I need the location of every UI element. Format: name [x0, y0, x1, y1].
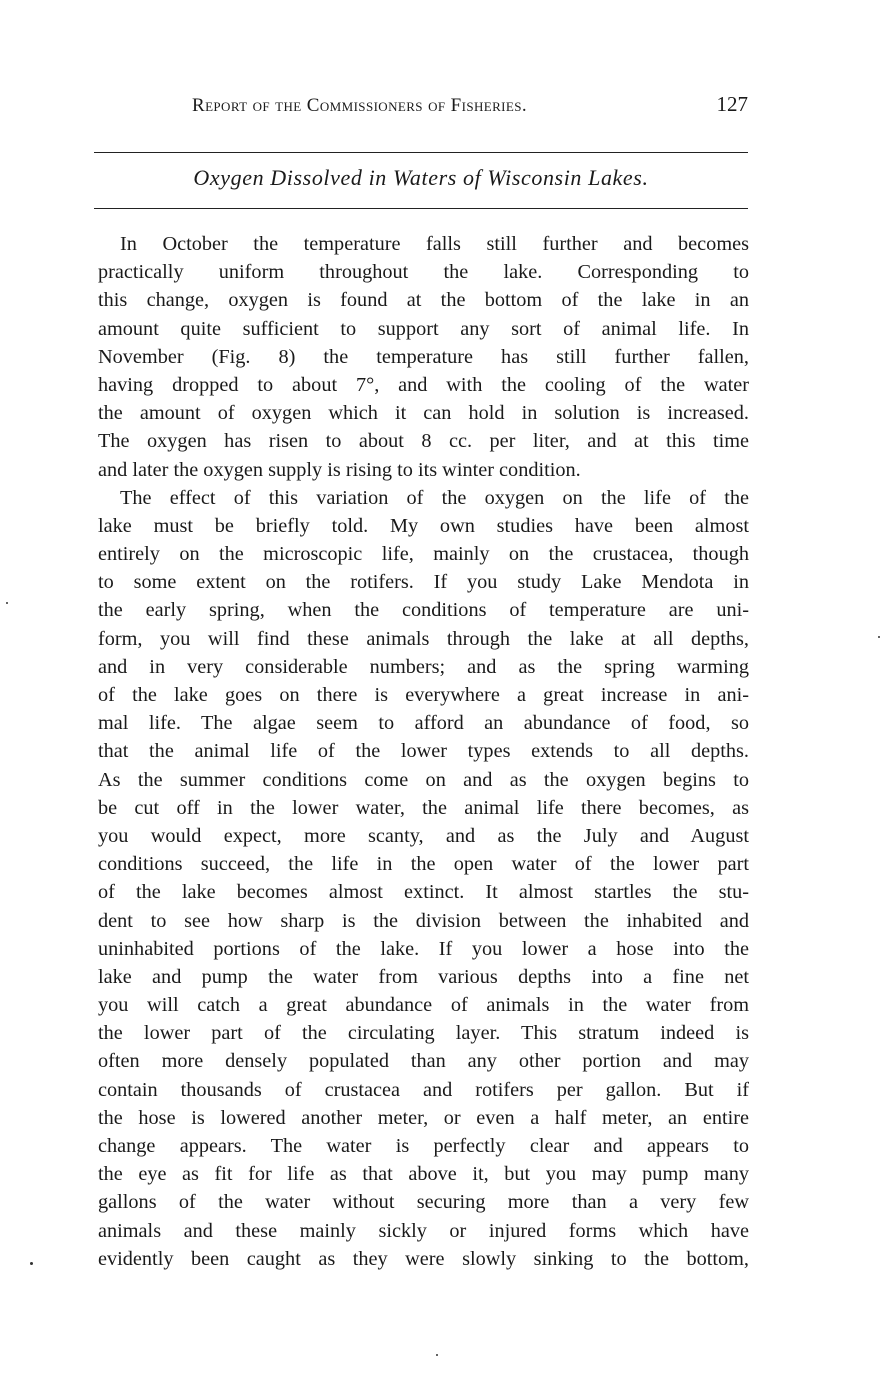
scan-speck — [30, 1262, 33, 1265]
text-line: the early spring, when the conditions of temperature are uni- — [98, 599, 749, 622]
text-line: the amount of oxygen which it can hold in solution is increased. — [98, 402, 749, 425]
page-number: 127 — [716, 92, 748, 116]
text-line: mal life. The algae seem to afford an abundance of food, so — [98, 712, 749, 735]
scan-speck — [6, 602, 8, 604]
text-line: As the summer conditions come on and as the oxygen begins to — [98, 768, 749, 791]
text-line: conditions succeed, the life in the open water of the lower part — [98, 853, 749, 876]
text-line: that the animal life of the lower types extends to all depths. — [98, 740, 749, 763]
text-line: the hose is lowered another meter, or even a half meter, an entire — [98, 1106, 749, 1129]
paragraph-2 — [98, 484, 749, 1273]
text-line: form, you will find these animals through the lake at all depths, — [98, 627, 749, 650]
text-line: and in very considerable numbers; and as the spring warming — [98, 655, 749, 678]
scan-speck — [878, 636, 880, 638]
text-line: of the lake goes on there is everywhere a great increase in ani- — [98, 684, 749, 706]
text-line: dent to see how sharp is the division between the inhabited and — [98, 909, 749, 932]
text-line: having dropped to about 7°, and with the cooling of the water — [98, 373, 749, 396]
text-line: the eye as fit for life as that above it, but you may pump many — [98, 1163, 749, 1186]
text-line: be cut off in the lower water, the animal life there becomes, as — [98, 796, 749, 819]
text-line: you will catch a great abundance of animals in the water from — [98, 994, 749, 1017]
running-head — [96, 92, 748, 125]
text-line: practically uniform throughout the lake. Corresponding to — [98, 261, 749, 284]
text-line: animals and these mainly sickly or injured forms which have — [98, 1219, 749, 1242]
text-line: The oxygen has risen to about 8 cc. per liter, and at this time — [98, 430, 749, 453]
text-line: In October the temperature falls still further and becomes — [120, 233, 749, 255]
text-line: The effect of this variation of the oxygen on the life of the — [120, 486, 749, 509]
text-line: lake and pump the water from various depths into a fine net — [98, 965, 749, 988]
paragraph-1 — [98, 230, 749, 484]
text-line: November (Fig. 8) the temperature has still further fallen, — [98, 345, 749, 368]
body-text — [98, 230, 749, 1273]
text-line: gallons of the water without securing more than a very few — [98, 1191, 749, 1214]
text-line: lake must be briefly told. My own studies have been almost — [98, 514, 749, 537]
scan-speck — [436, 1354, 438, 1356]
text-line: entirely on the microscopic life, mainly on the crustacea, though — [98, 543, 749, 566]
text-line: uninhabited portions of the lake. If you lower a hose into the — [98, 937, 749, 960]
text-line: amount quite sufficient to support any sort of animal life. In — [98, 317, 749, 340]
text-line: of the lake becomes almost extinct. It almost startles the stu- — [98, 881, 749, 904]
text-line: change appears. The water is perfectly clear and appears to — [98, 1135, 749, 1157]
text-line: the lower part of the circulating layer. This stratum indeed is — [98, 1022, 749, 1045]
text-line: and later the oxygen supply is rising to its winter condition. — [98, 458, 581, 481]
text-line: you would expect, more scanty, and as the July and August — [98, 824, 749, 847]
title-rule-top — [94, 152, 748, 153]
text-line: to some extent on the rotifers. If you study Lake Mendota in — [98, 571, 749, 594]
text-line: contain thousands of crustacea and rotifers per gallon. But if — [98, 1078, 749, 1101]
text-line: evidently been caught as they were slowly sinking to the bottom, — [98, 1247, 749, 1270]
section-title: Oxygen Dissolved in Waters of Wisconsin Lakes. — [193, 165, 649, 190]
running-title: Report of the Commissioners of Fisheries. — [192, 95, 528, 116]
title-rule-bottom — [94, 208, 748, 209]
text-line: often more densely populated than any other portion and may — [98, 1050, 749, 1073]
text-line: this change, oxygen is found at the bottom of the lake in an — [98, 289, 749, 312]
